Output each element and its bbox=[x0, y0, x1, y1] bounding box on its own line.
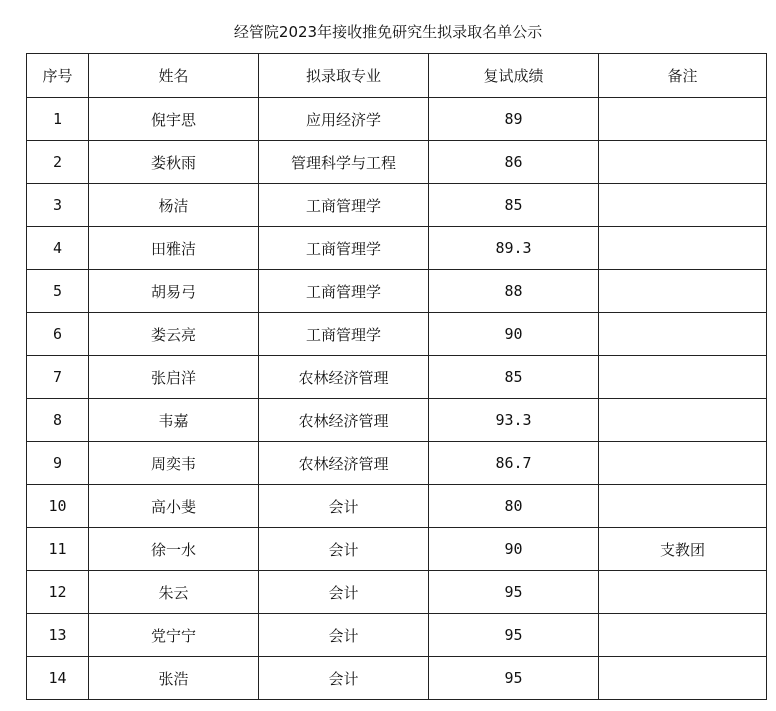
table-row bbox=[27, 184, 767, 227]
cell-note bbox=[599, 571, 767, 614]
cell-index: 2 bbox=[27, 141, 89, 184]
cell-major: 工商管理学 bbox=[259, 313, 429, 356]
cell-major: 会计 bbox=[259, 528, 429, 571]
cell-score: 90 bbox=[429, 528, 599, 571]
column-header-score: 复试成绩 bbox=[429, 54, 599, 98]
cell-name: 徐一水 bbox=[89, 528, 259, 571]
cell-name: 胡易弓 bbox=[89, 270, 259, 313]
column-header-note: 备注 bbox=[599, 54, 767, 98]
cell-note bbox=[599, 356, 767, 399]
table-row bbox=[27, 98, 767, 141]
cell-major: 管理科学与工程 bbox=[259, 141, 429, 184]
cell-index: 6 bbox=[27, 313, 89, 356]
table-row bbox=[27, 571, 767, 614]
cell-score: 88 bbox=[429, 270, 599, 313]
cell-score: 90 bbox=[429, 313, 599, 356]
table-row bbox=[27, 227, 767, 270]
cell-major: 会计 bbox=[259, 614, 429, 657]
cell-major: 会计 bbox=[259, 571, 429, 614]
cell-score: 89 bbox=[429, 98, 599, 141]
cell-index: 10 bbox=[27, 485, 89, 528]
cell-name: 张浩 bbox=[89, 657, 259, 700]
cell-note bbox=[599, 657, 767, 700]
cell-note bbox=[599, 313, 767, 356]
cell-index: 12 bbox=[27, 571, 89, 614]
cell-note bbox=[599, 98, 767, 141]
cell-name: 娄云亮 bbox=[89, 313, 259, 356]
table-row bbox=[27, 657, 767, 700]
cell-index: 3 bbox=[27, 184, 89, 227]
table-row bbox=[27, 485, 767, 528]
cell-note: 支教团 bbox=[599, 528, 767, 571]
cell-note bbox=[599, 442, 767, 485]
cell-note bbox=[599, 227, 767, 270]
cell-major: 农林经济管理 bbox=[259, 356, 429, 399]
cell-index: 5 bbox=[27, 270, 89, 313]
cell-major: 工商管理学 bbox=[259, 227, 429, 270]
cell-score: 86 bbox=[429, 141, 599, 184]
cell-index: 8 bbox=[27, 399, 89, 442]
cell-major: 工商管理学 bbox=[259, 270, 429, 313]
cell-name: 倪宇思 bbox=[89, 98, 259, 141]
cell-score: 89.3 bbox=[429, 227, 599, 270]
cell-score: 93.3 bbox=[429, 399, 599, 442]
cell-score: 85 bbox=[429, 356, 599, 399]
table-row bbox=[27, 270, 767, 313]
cell-index: 14 bbox=[27, 657, 89, 700]
cell-score: 85 bbox=[429, 184, 599, 227]
cell-note bbox=[599, 485, 767, 528]
table-header-row bbox=[27, 54, 767, 98]
cell-name: 朱云 bbox=[89, 571, 259, 614]
cell-note bbox=[599, 141, 767, 184]
column-header-major: 拟录取专业 bbox=[259, 54, 429, 98]
table-row bbox=[27, 614, 767, 657]
cell-note bbox=[599, 270, 767, 313]
cell-index: 7 bbox=[27, 356, 89, 399]
cell-score: 95 bbox=[429, 657, 599, 700]
cell-note bbox=[599, 184, 767, 227]
cell-index: 4 bbox=[27, 227, 89, 270]
table-row bbox=[27, 442, 767, 485]
cell-name: 杨洁 bbox=[89, 184, 259, 227]
table-row bbox=[27, 528, 767, 571]
cell-major: 应用经济学 bbox=[259, 98, 429, 141]
cell-major: 农林经济管理 bbox=[259, 399, 429, 442]
cell-name: 高小斐 bbox=[89, 485, 259, 528]
column-header-index: 序号 bbox=[27, 54, 89, 98]
cell-name: 党宁宁 bbox=[89, 614, 259, 657]
table-row bbox=[27, 141, 767, 184]
cell-name: 田雅洁 bbox=[89, 227, 259, 270]
cell-note bbox=[599, 614, 767, 657]
cell-index: 1 bbox=[27, 98, 89, 141]
admission-table bbox=[26, 53, 767, 700]
cell-name: 张启洋 bbox=[89, 356, 259, 399]
cell-score: 80 bbox=[429, 485, 599, 528]
cell-major: 工商管理学 bbox=[259, 184, 429, 227]
cell-name: 周奕韦 bbox=[89, 442, 259, 485]
cell-name: 韦嘉 bbox=[89, 399, 259, 442]
document-title: 经管院2023年接收推免研究生拟录取名单公示 bbox=[233, 23, 543, 41]
cell-name: 娄秋雨 bbox=[89, 141, 259, 184]
cell-major: 农林经济管理 bbox=[259, 442, 429, 485]
cell-major: 会计 bbox=[259, 657, 429, 700]
cell-score: 86.7 bbox=[429, 442, 599, 485]
cell-major: 会计 bbox=[259, 485, 429, 528]
column-header-name: 姓名 bbox=[89, 54, 259, 98]
table-body bbox=[27, 98, 767, 700]
cell-note bbox=[599, 399, 767, 442]
cell-index: 9 bbox=[27, 442, 89, 485]
cell-score: 95 bbox=[429, 571, 599, 614]
cell-index: 11 bbox=[27, 528, 89, 571]
cell-index: 13 bbox=[27, 614, 89, 657]
cell-score: 95 bbox=[429, 614, 599, 657]
table-row bbox=[27, 399, 767, 442]
table-row bbox=[27, 356, 767, 399]
table-row bbox=[27, 313, 767, 356]
